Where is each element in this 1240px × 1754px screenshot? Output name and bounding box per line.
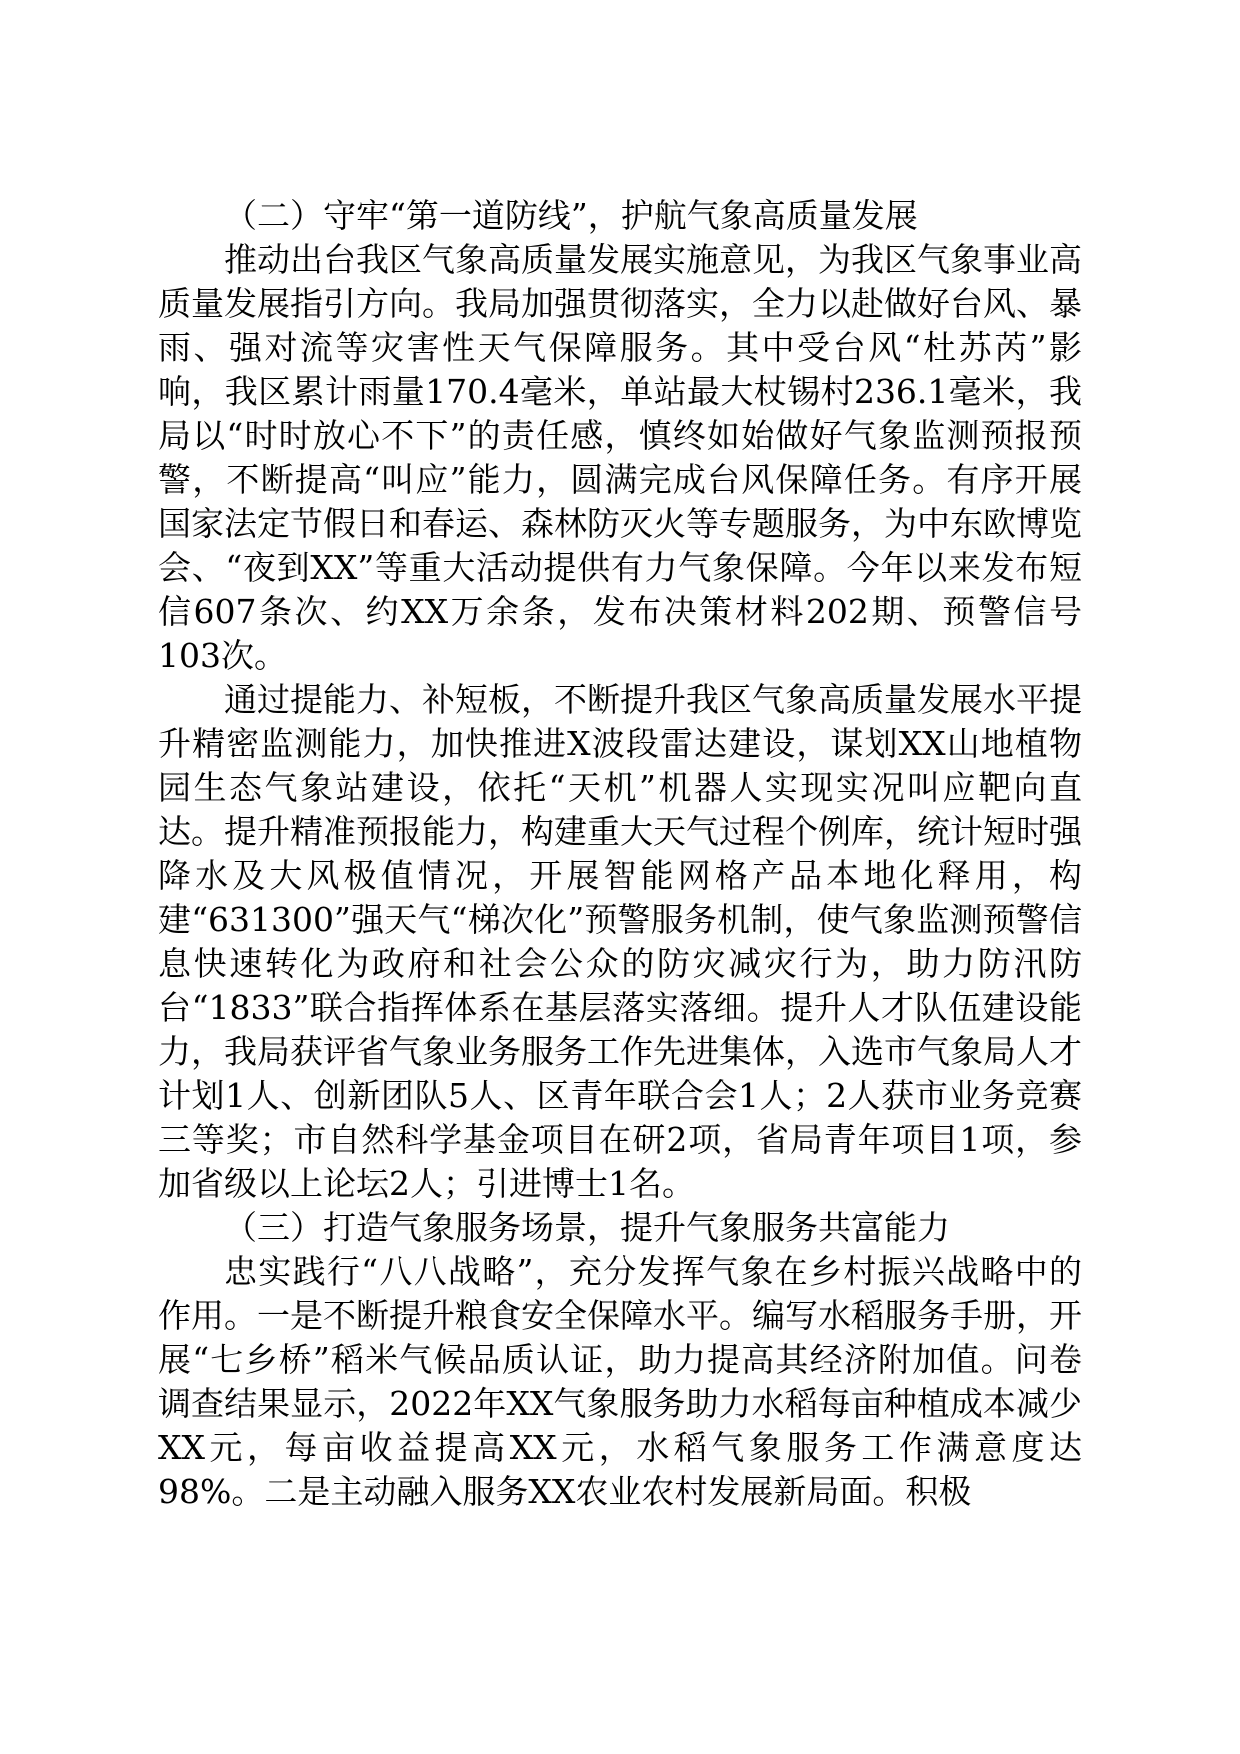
section-3-heading: （三）打造气象服务场景，提升气象服务共富能力	[224, 1208, 950, 1247]
section-2-heading: （二）守牢“第一道防线”，护航气象高质量发展	[224, 196, 918, 235]
section-3-paragraph-1: 忠实践行“八八战略”，充分发挥气象在乡村振兴战略中的作用。一是不断提升粮食安全保障水平。编写水稻服务手册，开展“七乡桥”稻米气候品质认证，助力提高其经济附加值。问卷调查结果显示，2022年XX气象服务助力水稻每亩种植成本减少XX元，每亩收益提高XX元，水稻气象服务工作满意度达98%。二是主动融入服务XX农业农村发展新局面。积极	[158, 1252, 1082, 1511]
document-body	[158, 194, 1082, 1514]
section-2-paragraph-2: 通过提能力、补短板，不断提升我区气象高质量发展水平提升精密监测能力，加快推进X波段雷达建设，谋划XX山地植物园生态气象站建设，依托“天机”机器人实现实况叫应靶向直达。提升精准预报能力，构建重大天气过程个例库，统计短时强降水及大风极值情况，开展智能网格产品本地化释用，构建“631300”强天气“梯次化”预警服务机制，使气象监测预警信息快速转化为政府和社会公众的防灾减灾行为，助力防汛防台“1833”联合指挥体系在基层落实落细。提升人才队伍建设能力，我局获评省气象业务服务工作先进集体，入选市气象局人才计划1人、创新团队5人、区青年联合会1人；2人获市业务竞赛三等奖；市自然科学基金项目在研2项，省局青年项目1项，参加省级以上论坛2人；引进博士1名。	[158, 680, 1082, 1203]
section-2-paragraph-1: 推动出台我区气象高质量发展实施意见，为我区气象事业高质量发展指引方向。我局加强贯彻落实，全力以赴做好台风、暴雨、强对流等灾害性天气保障服务。其中受台风“杜苏芮”影响，我区累计雨量170.4毫米，单站最大杖锡村236.1毫米，我局以“时时放心不下”的责任感，慎终如始做好气象监测预报预警，不断提高“叫应”能力，圆满完成台风保障任务。有序开展国家法定节假日和春运、森林防灭火等专题服务，为中东欧博览会、“夜到XX”等重大活动提供有力气象保障。今年以来发布短信607条次、约XX万余条，发布决策材料202期、预警信号103次。	[158, 240, 1082, 675]
